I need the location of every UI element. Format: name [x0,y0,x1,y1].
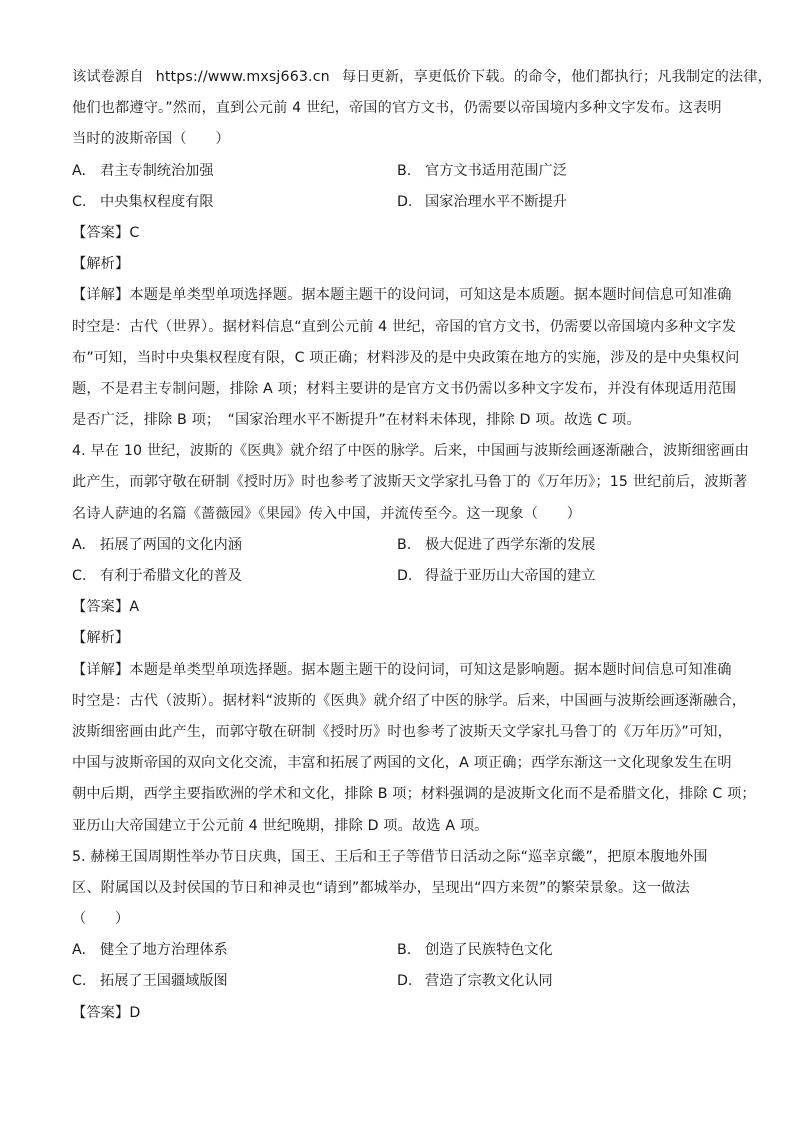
option-text: 创造了民族特色文化 [425,942,553,959]
option-text: 极大促进了西学东渐的发展 [425,536,596,553]
q4-stem-line: 此产生，而郭守敬在研制《授时历》时也参考了波斯天文学家扎马鲁丁的《万年历》；15 世纪前后，波斯著 [72,474,748,491]
q4-analysis-label: 【解析】 [72,630,130,647]
q3-option-b [397,156,722,187]
q4-option-b [397,530,722,561]
q5-option-c [72,966,397,997]
q3-detail-line: 时空是：古代（世界）。据材料信息“直到公元前 4 世纪，帝国的官方文书，仍需要以帝国境内多种文字发 [72,318,737,335]
option-letter: B. [397,942,412,959]
q4-option-d [397,561,722,592]
option-letter: C. [72,568,87,584]
q4-detail-line: 【详解】本题是单类型单项选择题。据本题主题干的设问词，可知这是影响题。据本题时间信息可知准确 [72,661,732,678]
header-tail-text: 每日更新，享更低价下载。的命令，他们都执行；凡我制定的法律， [341,69,772,85]
source-label: 该试卷源自 [72,69,144,85]
q3-analysis-label: 【解析】 [72,256,130,273]
option-text: 拓展了王国疆域版图 [100,973,228,990]
q5-stem-line: （ ） [72,911,130,928]
option-text: 中央集权程度有限 [100,193,214,210]
q4-detail-line: 朝中后期，西学主要指欧洲的学术和文化，排除 B 项；材料强调的是波斯文化而不是希腊文化，排除 C 项； [72,786,756,803]
option-letter: A. [72,162,86,179]
option-letter: D. [397,193,413,210]
q4-answer: 【答案】A [72,599,140,616]
q5-option-a [72,935,397,966]
option-letter: D. [397,973,413,990]
option-letter: A. [72,536,86,553]
q5-option-d [397,966,722,997]
option-letter: A. [72,942,86,959]
option-text: 君主专制统治加强 [100,162,214,179]
q4-option-a [72,530,397,561]
q4-detail-line: 亚历山大帝国建立于公元前 4 世纪晚期，排除 D 项。故选 A 项。 [72,817,489,834]
option-letter: B. [397,536,412,553]
q3-stem-line: 他们也都遵守。”然而，直到公元前 4 世纪，帝国的官方文书，仍需要以帝国境内多种文字发布。这表明 [72,100,722,117]
q5-options-row [72,935,732,966]
option-text: 健全了地方治理体系 [100,942,228,959]
q3-detail-line: 布”可知，当时中央集权程度有限，C 项正确；材料涉及的是中央政策在地方的实施，涉及的是中央集权问 [72,349,740,366]
q3-detail-line: 是否广泛，排除 B 项； “国家治理水平不断提升”在材料未体现，排除 D 项。故选 C 项。 [72,412,641,429]
option-text: 得益于亚历山大帝国的建立 [425,568,596,584]
q3-option-d [397,187,722,218]
q3-option-a [72,156,397,187]
q3-option-c [72,187,397,218]
document-page [72,62,772,1029]
q3-detail-line: 【详解】本题是单类型单项选择题。据本题主题干的设问词，可知这是本质题。据本题时间信息可知准确 [72,287,732,304]
q5-answer: 【答案】D [72,1004,141,1021]
q3-options-row [72,187,732,218]
option-text: 国家治理水平不断提升 [425,193,567,210]
q4-stem-line: 4. 早在 10 世纪，波斯的《医典》就介绍了中医的脉学。后来，中国画与波斯绘画逐渐融合，波斯细密画由 [72,443,750,460]
q4-stem-line: 名诗人萨迪的名篇《蔷薇园》《果园》传入中国，并流传至今。这一现象（ ） [72,505,582,522]
option-text: 有利于希腊文化的普及 [100,568,242,584]
q5-option-b [397,935,722,966]
q3-options-row [72,156,732,187]
option-text: 官方文书适用范围广泛 [425,162,567,179]
q4-options-row [72,561,732,592]
q3-answer: 【答案】C [72,224,140,241]
q4-option-c [72,561,397,592]
q5-stem-line: 区、附属国以及封侯国的节日和神灵也“请到”都城举办，呈现出“四方来贺”的繁荣景象。这一做法 [72,879,690,896]
q5-options-row [72,966,732,997]
q4-detail-line: 时空是：古代（波斯）。据材料“波斯的《医典》就介绍了中医的脉学。后来，中国画与波斯绘画逐渐融合， [72,692,747,709]
source-header-line [72,62,772,93]
question-5 [72,842,732,1029]
q3-stem-line: 当时的波斯帝国（ ） [72,131,230,148]
option-text: 营造了宗教文化认同 [425,973,553,990]
question-3 [72,93,740,436]
q4-options-row [72,530,732,561]
q4-detail-line: 中国与波斯帝国的双向文化交流，丰富和拓展了两国的文化，A 项正确；西学东渐这一文化现象发生在明 [72,755,732,772]
option-text: 拓展了两国的文化内涵 [100,536,242,553]
option-letter: C. [72,973,87,990]
question-4 [72,436,756,841]
source-url: https://www.mxsj663.cn [155,69,330,85]
q5-stem-line: 5. 赫梯王国周期性举办节日庆典，国王、王后和王子等借节日活动之际“巡幸京畿”，把原本腹地外围 [72,848,708,865]
q4-detail-line: 波斯细密画由此产生，而郭守敬在研制《授时历》时也参考了波斯天文学家扎马鲁丁的《万年历》”可知， [72,723,732,740]
option-letter: C. [72,193,87,210]
option-letter: D. [397,568,413,584]
q3-detail-line: 题，不是君主专制问题，排除 A 项；材料主要讲的是官方文书仍需以多种文字发布，并没有体现适用范围 [72,380,737,397]
option-letter: B. [397,162,412,179]
